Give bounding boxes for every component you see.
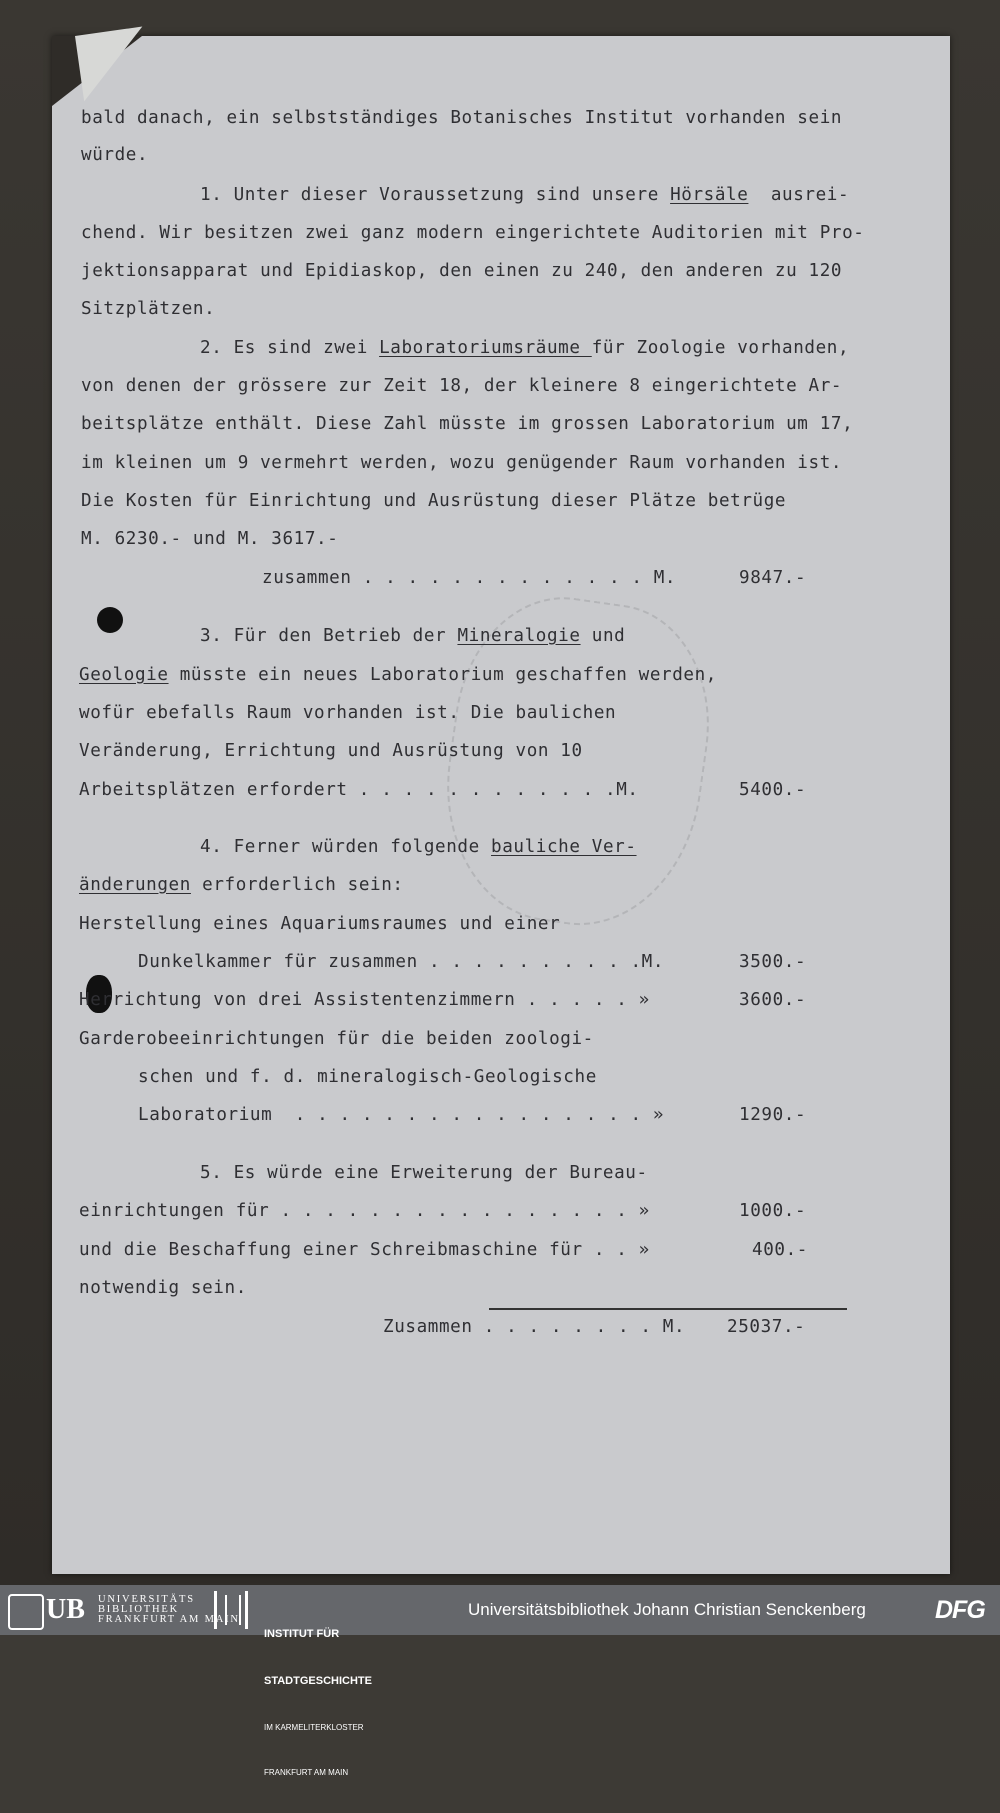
amount-value: 9847.- [739, 568, 807, 588]
line-segment: und [580, 626, 626, 646]
text-line: wofür ebefalls Raum vorhanden ist. Die baulichen [79, 703, 617, 723]
text-line: 5. Es würde eine Erweiterung der Bureau- [200, 1163, 648, 1183]
line-segment: müsste ein neues Laboratorium geschaffen werden, [168, 665, 717, 685]
amount-value: 25037.- [727, 1317, 806, 1337]
line-segment: 3. Für den Betrieb der [200, 626, 458, 646]
amount-value: 1290.- [739, 1105, 807, 1125]
line-segment: 1. Unter dieser Voraussetzung sind unsere [200, 185, 671, 205]
text-line [79, 874, 404, 896]
text-line: notwendig sein. [79, 1278, 247, 1298]
institute-logo-text [264, 1593, 372, 1813]
institute-line-1: INSTITUT FÜR [264, 1628, 340, 1640]
text-line: schen und f. d. mineralogisch-Geologische [138, 1067, 597, 1087]
university-library-text: UNIVERSITÄTS BIBLIOTHEK FRANKFURT AM MAIN [98, 1594, 240, 1625]
institute-building-icon [214, 1591, 248, 1629]
ub-logo-text: UB [46, 1594, 85, 1625]
institute-line-2: STADTGESCHICHTE [264, 1675, 372, 1687]
text-line [200, 836, 637, 858]
text-line: chend. Wir besitzen zwei ganz modern eingerichtete Auditorien mit Pro- [81, 223, 865, 243]
sum-rule [489, 1308, 847, 1310]
text-line: Arbeitsplätzen erfordert . . . . . . . . . . . .M. [79, 780, 639, 800]
text-line: Dunkelkammer für zusammen . . . . . . . . . .M. [138, 952, 665, 972]
line-segment: für Zoologie vorhanden, [591, 338, 850, 358]
line-segment: erforderlich sein: [190, 875, 404, 895]
institute-line-3: IM KARMELITERKLOSTER [264, 1723, 364, 1732]
text-line: Herrichtung von drei Assistentenzimmern . . . . . » [79, 990, 650, 1010]
underlined-term: Geologie [79, 665, 169, 685]
text-line: Veränderung, Errichtung und Ausrüstung von 10 [79, 741, 583, 761]
text-line [200, 625, 625, 647]
underlined-term: Mineralogie [457, 626, 581, 646]
line-segment: 2. Es sind zwei [200, 338, 380, 358]
text-line: Garderobeeinrichtungen für die beiden zoologi- [79, 1029, 594, 1049]
text-line [200, 337, 849, 359]
text-line: jektionsapparat und Epidiaskop, den einen zu 240, den anderen zu 120 [81, 261, 843, 281]
dfg-logo: DFG [935, 1596, 985, 1624]
text-line: bald danach, ein selbstständiges Botanisches Institut vorhanden sein [81, 108, 843, 128]
text-line: Die Kosten für Einrichtung und Ausrüstung dieser Plätze betrüge [81, 491, 787, 511]
ub-seal-icon [8, 1594, 44, 1630]
library-name: Universitätsbibliothek Johann Christian Senckenberg [468, 1600, 866, 1619]
underlined-term: Laboratoriumsräume [379, 338, 592, 358]
text-line: M. 6230.- und M. 3617.- [81, 529, 339, 549]
text-line: würde. [81, 145, 149, 165]
line-segment: ausrei- [748, 185, 850, 205]
amount-value: 5400.- [739, 780, 807, 800]
text-line: einrichtungen für . . . . . . . . . . . . . . . . » [79, 1201, 650, 1221]
text-line: und die Beschaffung einer Schreibmaschine für . . » [79, 1240, 650, 1260]
folded-corner-flap [75, 27, 152, 102]
amount-value: 400.- [752, 1240, 808, 1260]
underlined-term: Hörsäle [670, 185, 749, 205]
text-line: Laboratorium . . . . . . . . . . . . . . . . » [138, 1105, 665, 1125]
line-segment: 4. Ferner würden folgende [200, 837, 492, 857]
text-line: von denen der grössere zur Zeit 18, der kleinere 8 eingerichtete Ar- [81, 376, 843, 396]
text-line [79, 664, 717, 686]
amount-value: 3600.- [739, 990, 807, 1010]
text-line: beitsplätze enthält. Diese Zahl müsste im grossen Laboratorium um 17, [81, 414, 854, 434]
text-line: Zusammen . . . . . . . . M. [383, 1317, 686, 1337]
underlined-term: bauliche Ver- [491, 837, 637, 857]
underlined-term: änderungen [79, 875, 191, 895]
institute-line-4: FRANKFURT AM MAIN [264, 1768, 349, 1777]
text-line: Herstellung eines Aquariumsraumes und einer [79, 914, 561, 934]
text-line: im kleinen um 9 vermehrt werden, wozu genügender Raum vorhanden ist. [81, 453, 843, 473]
library-footer-bar [0, 1585, 1000, 1777]
text-line: zusammen . . . . . . . . . . . . . M. [262, 568, 677, 588]
amount-value: 3500.- [739, 952, 807, 972]
punch-hole-top [97, 607, 123, 633]
text-line: Sitzplätzen. [81, 299, 216, 319]
text-line [200, 184, 849, 206]
amount-value: 1000.- [739, 1201, 807, 1221]
